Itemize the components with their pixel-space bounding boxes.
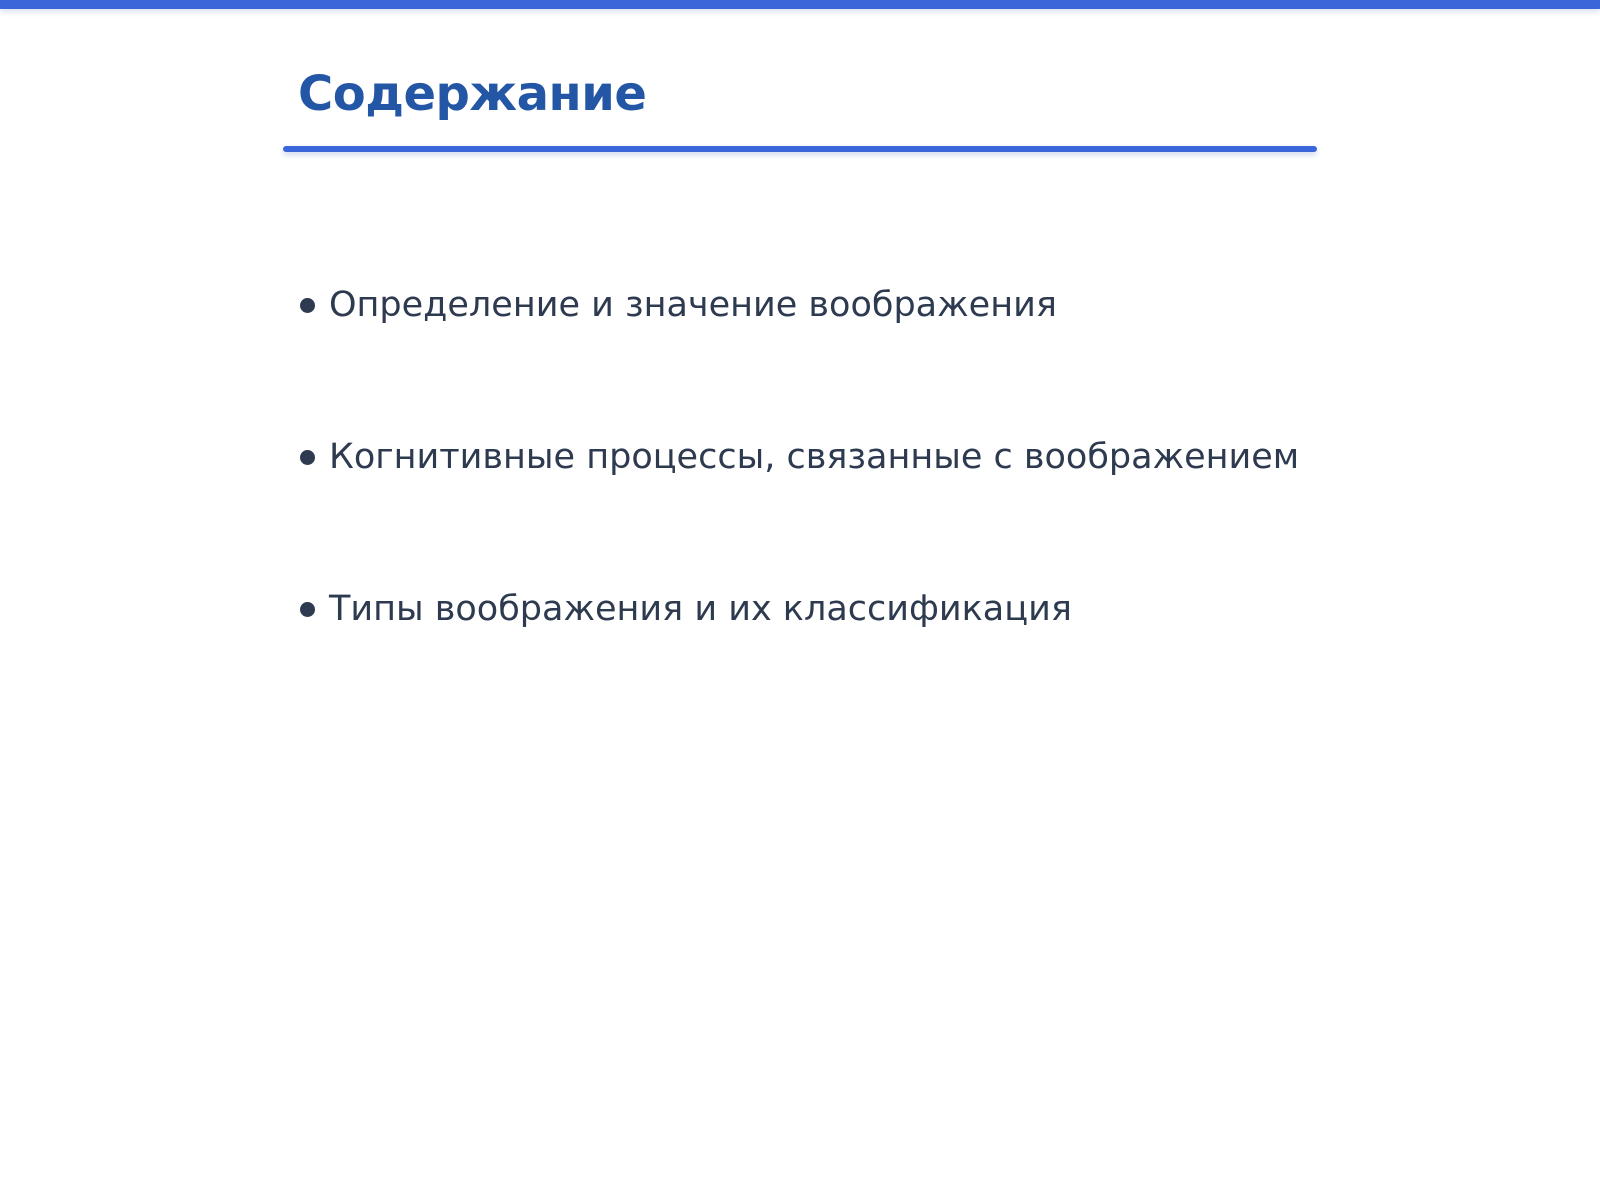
list-item — [300, 582, 1299, 636]
top-accent-bar — [0, 0, 1600, 9]
list-item — [300, 278, 1299, 332]
list-item-label: Определение и значение воображения — [329, 285, 1057, 325]
list-item-label: Типы воображения и их классификация — [329, 589, 1072, 629]
bullet-dot-icon — [300, 298, 315, 313]
table-of-contents-list — [300, 278, 1299, 734]
bullet-dot-icon — [300, 450, 315, 465]
list-item — [300, 430, 1299, 484]
list-item-label: Когнитивные процессы, связанные с воображением — [329, 437, 1300, 477]
bullet-dot-icon — [300, 602, 315, 617]
slide-title: Содержание — [298, 66, 647, 122]
title-underline — [283, 146, 1317, 152]
